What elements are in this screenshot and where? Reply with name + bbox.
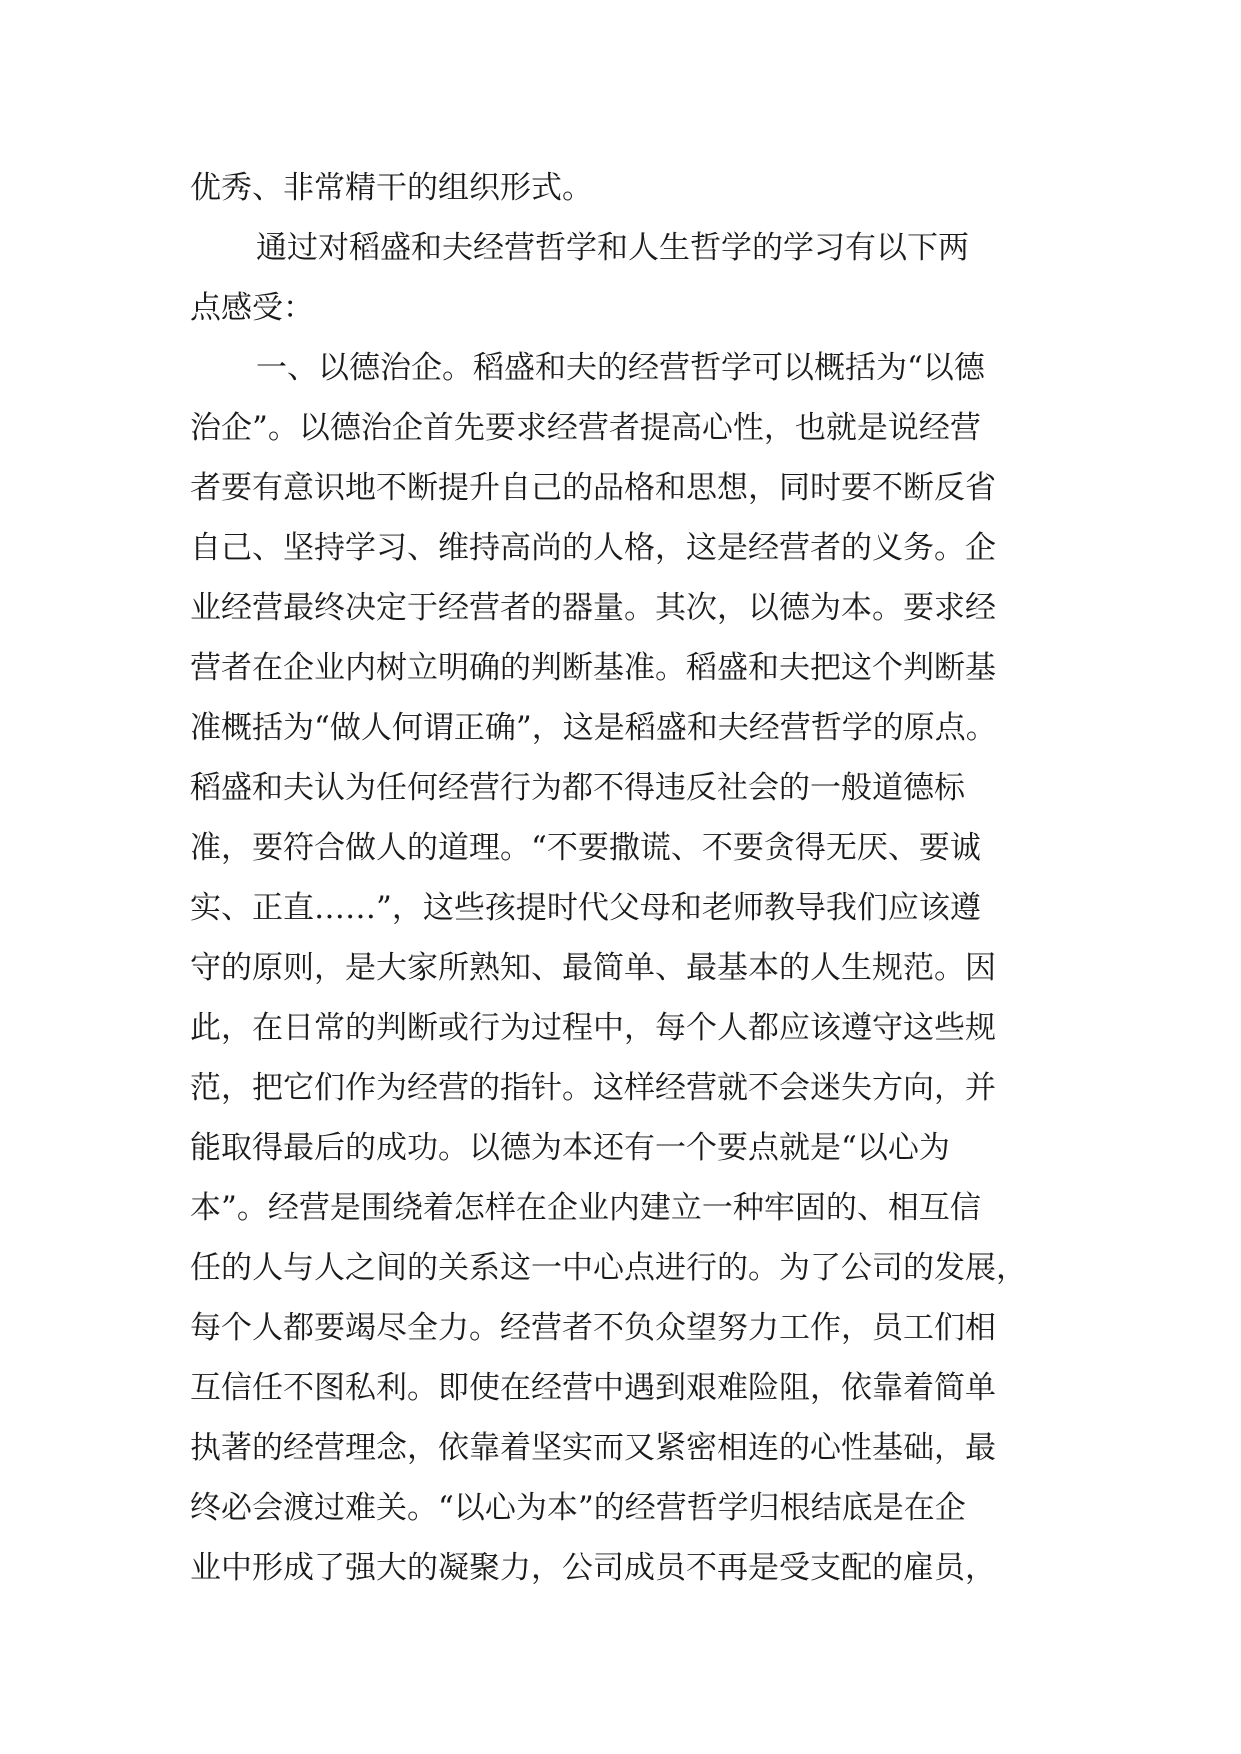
text-line: 范，把它们作为经营的指针。这样经营就不会迷失方向，并 — [190, 1070, 996, 1106]
text-line: 实、正直……”，这些孩提时代父母和老师教导我们应该遵 — [190, 890, 981, 926]
text-line: 能取得最后的成功。以德为本还有一个要点就是“以心为 — [190, 1130, 950, 1166]
text-line: 者要有意识地不断提升自己的品格和思想，同时要不断反省 — [190, 470, 996, 506]
text-line: 守的原则，是大家所熟知、最简单、最基本的人生规范。因 — [190, 950, 996, 986]
text-line: 自己、坚持学习、维持高尚的人格，这是经营者的义务。企 — [190, 530, 996, 566]
text-line: 每个人都要竭尽全力。经营者不负众望努力工作，员工们相 — [190, 1310, 996, 1346]
text-line: 终必会渡过难关。“以心为本”的经营哲学归根结底是在企 — [190, 1490, 966, 1526]
text-line: 稻盛和夫认为任何经营行为都不得违反社会的一般道德标 — [190, 770, 965, 806]
text-line: 营者在企业内树立明确的判断基准。稻盛和夫把这个判断基 — [190, 650, 996, 686]
text-line: 治企”。以德治企首先要求经营者提高心性，也就是说经营 — [190, 410, 981, 446]
text-line: 互信任不图私利。即使在经营中遇到艰难险阻，依靠着简单 — [190, 1370, 996, 1406]
text-line: 本”。经营是围绕着怎样在企业内建立一种牢固的、相互信 — [190, 1190, 981, 1226]
text-line: 执著的经营理念，依靠着坚实而又紧密相连的心性基础，最 — [190, 1430, 996, 1466]
text-line: 业中形成了强大的凝聚力，公司成员不再是受支配的雇员， — [190, 1550, 996, 1586]
text-line: 任的人与人之间的关系这一中心点进行的。为了公司的发展， — [190, 1250, 1027, 1286]
text-line: 准概括为“做人何谓正确”，这是稻盛和夫经营哲学的原点。 — [190, 710, 997, 746]
paragraph-start-line: 一、以德治企。稻盛和夫的经营哲学可以概括为“以德 — [256, 350, 985, 386]
body-text — [190, 158, 1050, 1598]
text-line: 此，在日常的判断或行为过程中，每个人都应该遵守这些规 — [190, 1010, 996, 1046]
paragraph-start-line: 通过对稻盛和夫经营哲学和人生哲学的学习有以下两 — [256, 230, 969, 266]
text-line: 点感受： — [190, 290, 314, 326]
text-line: 优秀、非常精干的组织形式。 — [190, 170, 593, 206]
text-line: 业经营最终决定于经营者的器量。其次，以德为本。要求经 — [190, 590, 996, 626]
text-line: 准，要符合做人的道理。“不要撒谎、不要贪得无厌、要诚 — [190, 830, 981, 866]
